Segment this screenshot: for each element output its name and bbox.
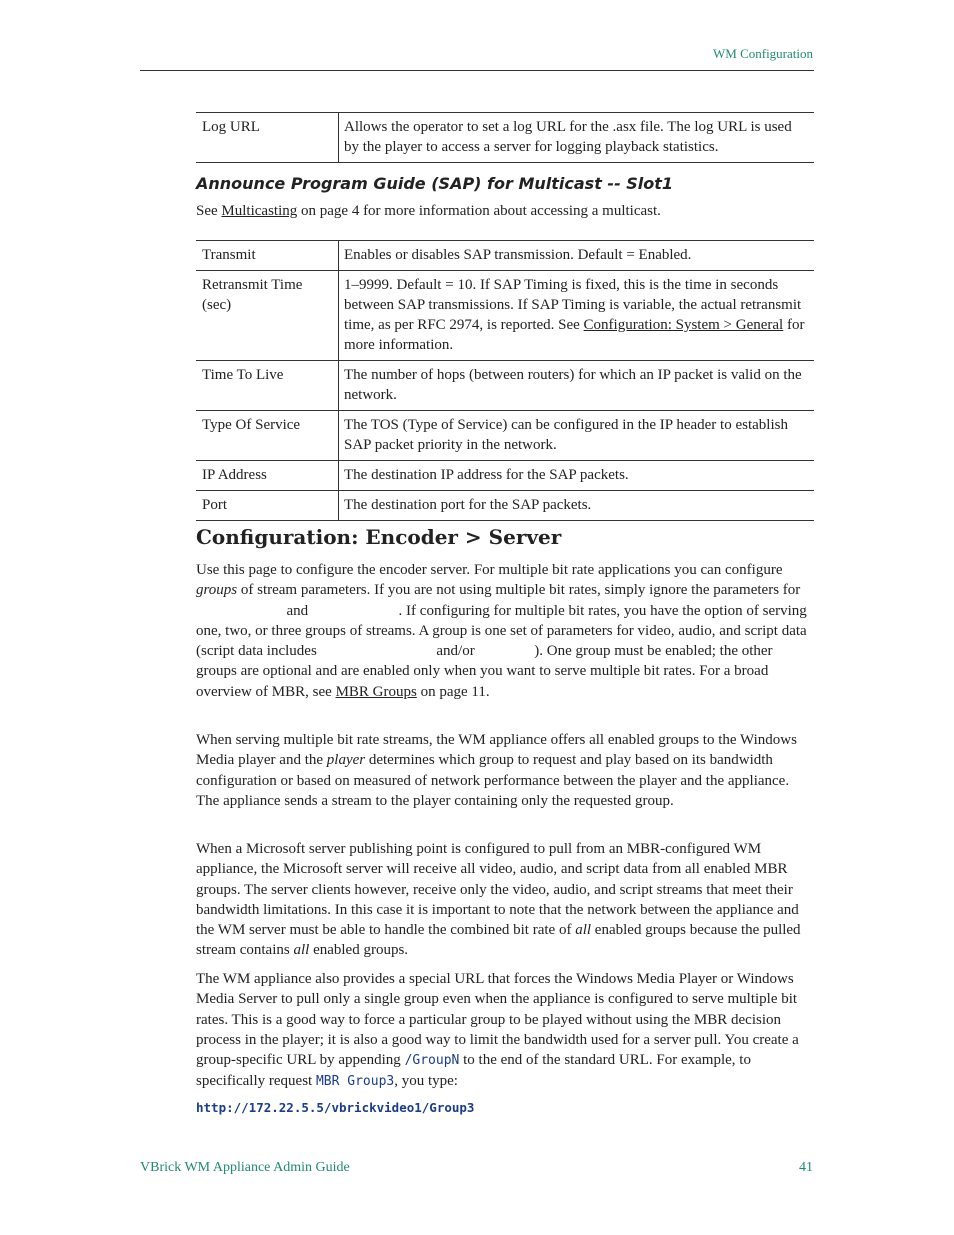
sap-table bbox=[196, 240, 814, 521]
table-row bbox=[196, 113, 814, 163]
mbr-group2-ref bbox=[196, 603, 283, 619]
code-mbr-group3: MBR Group3 bbox=[315, 1074, 395, 1090]
term-cell: Type Of Service bbox=[196, 411, 339, 461]
term-cell: Log URL bbox=[196, 113, 339, 163]
header-divider bbox=[140, 70, 814, 71]
closed-captioning-ref bbox=[321, 643, 433, 659]
example-url: http://172.22.5.5/vbrickvideo1/Group3 bbox=[196, 1100, 475, 1115]
section-title: Configuration: Encoder > Server bbox=[196, 525, 562, 549]
mbr-group3-ref bbox=[312, 603, 399, 619]
description-cell: Enables or disables SAP transmission. Default = Enabled. bbox=[339, 241, 815, 271]
term-cell: Port bbox=[196, 491, 339, 521]
config-system-general-link[interactable]: Configuration: System > General bbox=[583, 317, 784, 333]
paragraph-microsoft-server: When a Microsoft server publishing point is configured to pull from an MBR-configured WM appliance, the Microsoft server will receive all video, audio, and script data from all enabled MBR groups. The server clients however, receive only the video, audio, and script streams that meet their bandwidth limitations. In this case it is important to note that the network between the appliance and the WM server must be able to handle the combined bit rate of all enabled groups because the pulled stream contains all enabled groups. bbox=[196, 841, 801, 959]
footer-page-number: 41 bbox=[799, 1160, 813, 1175]
sap-subheading: Announce Program Guide (SAP) for Multicast -- Slot1 bbox=[196, 174, 674, 193]
table-row bbox=[196, 271, 814, 361]
term-cell: Transmit bbox=[196, 241, 339, 271]
footer-guide-title: VBrick WM Appliance Admin Guide bbox=[140, 1160, 350, 1175]
see-suffix: on page 4 for more information about accessing a multicast. bbox=[297, 203, 661, 219]
multicasting-link[interactable]: Multicasting bbox=[221, 203, 298, 219]
description-suffix: for more information. bbox=[344, 317, 805, 353]
description-cell: The destination IP address for the SAP packets. bbox=[339, 461, 815, 491]
code-groupn: /GroupN bbox=[404, 1053, 460, 1069]
mbr-groups-link[interactable]: MBR Groups bbox=[335, 683, 417, 700]
table-row bbox=[196, 491, 814, 521]
description-cell: The number of hops (between routers) for which an IP packet is valid on the network. bbox=[339, 361, 815, 411]
see-reference bbox=[196, 203, 661, 220]
table-row bbox=[196, 241, 814, 271]
paragraph-group-url: The WM appliance also provides a special URL that forces the Windows Media Player or Windows Media Server to pull only a single group even when the appliance is configured to serve multiple bit rates. This is a good way to force a particular group to be played without using the MBR decision process in the player; it is also a good way to limit the bandwidth used for a server pull. You create a group-specific URL by appending /GroupN to the end of the standard URL. For example, to specifically request MBR Group3, you type: bbox=[196, 971, 799, 1090]
term-cell: IP Address bbox=[196, 461, 339, 491]
term-cell: Time To Live bbox=[196, 361, 339, 411]
description-text: 1–9999. Default = 10. If SAP Timing is fixed, this is the time in seconds between SAP transmissions. If SAP Timing is variable, the actual retransmit time, as per RFC 2974, is reported. See bbox=[344, 277, 802, 333]
term-cell: Retransmit Time (sec) bbox=[196, 271, 339, 361]
description-cell: Allows the operator to set a log URL for the .asx file. The log URL is used by the player to access a server for logging playback statistics. bbox=[339, 113, 815, 163]
log-url-table bbox=[196, 112, 814, 163]
see-prefix: See bbox=[196, 203, 222, 219]
paragraph-serving: When serving multiple bit rate streams, the WM appliance offers all enabled groups to the Windows Media player and the player determines which group to request and play based on its bandwidth configuration or based on measured of network performance between the player and the appliance. The appliance sends a stream to the player containing only the requested group. bbox=[196, 732, 797, 809]
table-row bbox=[196, 411, 814, 461]
paragraph-intro: Use this page to configure the encoder server. For multiple bit rate applications you can configure groups of stream parameters. If you are not using multiple bit rates, simply ignore the parameters for and . If configuring for multiple bit rates, you have the option of serving one, two, or three groups of streams. A group is one set of parameters for video, audio, and script data (script data includes and/or ). One group must be enabled; the other groups are optional and are enabled only when you want to serve multiple bit rates. For a broad overview of MBR, see MBR Groups on page 11. bbox=[196, 562, 807, 700]
description-cell: The destination port for the SAP packets. bbox=[339, 491, 815, 521]
description-cell bbox=[339, 271, 815, 361]
metadata-ref bbox=[478, 643, 534, 659]
running-header: WM Configuration bbox=[712, 46, 813, 61]
description-cell: The TOS (Type of Service) can be configured in the IP header to establish SAP packet priority in the network. bbox=[339, 411, 815, 461]
table-row bbox=[196, 361, 814, 411]
table-row bbox=[196, 461, 814, 491]
